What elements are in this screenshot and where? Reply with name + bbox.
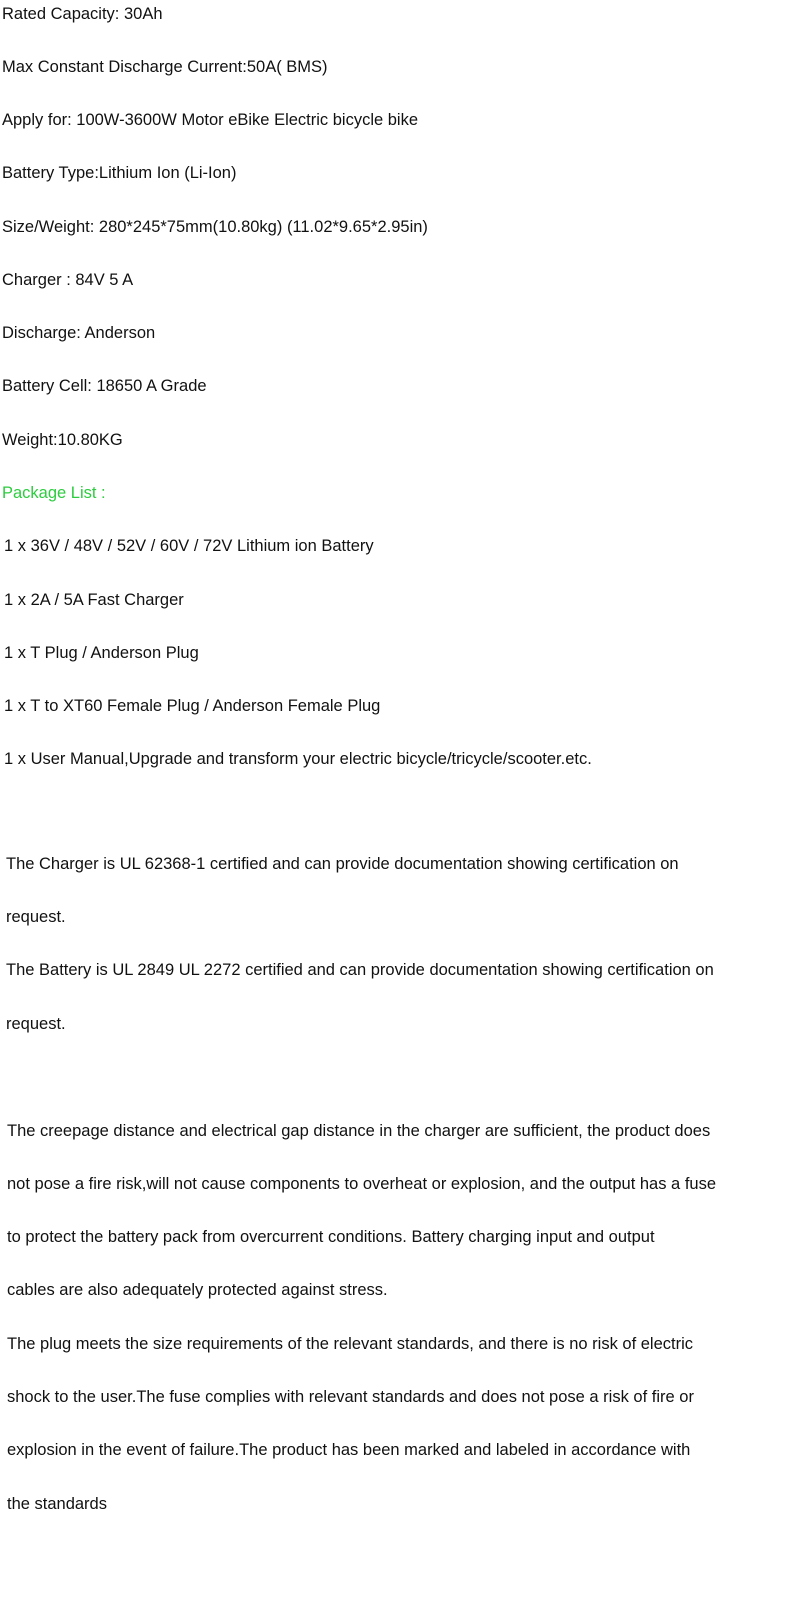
package-item-battery: 1 x 36V / 48V / 52V / 60V / 72V Lithium ion Battery — [4, 537, 374, 555]
spec-rated-capacity: Rated Capacity: 30Ah — [2, 5, 163, 23]
certification-battery-line-2: request. — [6, 1015, 66, 1033]
certification-battery-line-1: The Battery is UL 2849 UL 2272 certified and can provide documentation showing certification on — [6, 961, 714, 979]
certification-charger-line-2: request. — [6, 908, 66, 926]
package-item-user-manual: 1 x User Manual,Upgrade and transform your electric bicycle/tricycle/scooter.etc. — [4, 750, 592, 768]
spec-battery-type: Battery Type:Lithium Ion (Li-Ion) — [2, 164, 237, 182]
package-item-charger: 1 x 2A / 5A Fast Charger — [4, 591, 184, 609]
safety-line-2: not pose a fire risk,will not cause components to overheat or explosion, and the output has a fuse — [7, 1175, 717, 1193]
spec-discharge: Discharge: Anderson — [2, 324, 156, 342]
safety-line-8: the standards — [7, 1495, 107, 1513]
safety-line-3: to protect the battery pack from overcurrent conditions. Battery charging input and output — [7, 1228, 655, 1246]
package-item-plug: 1 x T Plug / Anderson Plug — [4, 644, 199, 662]
package-list-heading: Package List : — [2, 484, 106, 502]
safety-line-4: cables are also adequately protected against stress. — [7, 1281, 388, 1299]
spec-charger: Charger : 84V 5 A — [2, 271, 134, 289]
spec-size-weight: Size/Weight: 280*245*75mm(10.80kg) (11.02*9.65*2.95in) — [2, 218, 428, 236]
spec-apply-for: Apply for: 100W-3600W Motor eBike Electric bicycle bike — [2, 111, 419, 129]
safety-line-6: shock to the user.The fuse complies with relevant standards and does not pose a risk of fire or — [7, 1388, 694, 1406]
package-item-female-plug: 1 x T to XT60 Female Plug / Anderson Female Plug — [4, 697, 381, 715]
safety-line-5: The plug meets the size requirements of the relevant standards, and there is no risk of electric — [7, 1335, 694, 1353]
spec-max-discharge-current: Max Constant Discharge Current:50A( BMS) — [2, 58, 328, 76]
spec-weight: Weight:10.80KG — [2, 431, 123, 449]
certification-charger-line-1: The Charger is UL 62368-1 certified and can provide documentation showing certification on — [6, 855, 679, 873]
spec-battery-cell: Battery Cell: 18650 A Grade — [2, 377, 207, 395]
safety-line-7: explosion in the event of failure.The product has been marked and labeled in accordance with — [7, 1441, 691, 1459]
safety-line-1: The creepage distance and electrical gap distance in the charger are sufficient, the product does — [7, 1122, 711, 1140]
